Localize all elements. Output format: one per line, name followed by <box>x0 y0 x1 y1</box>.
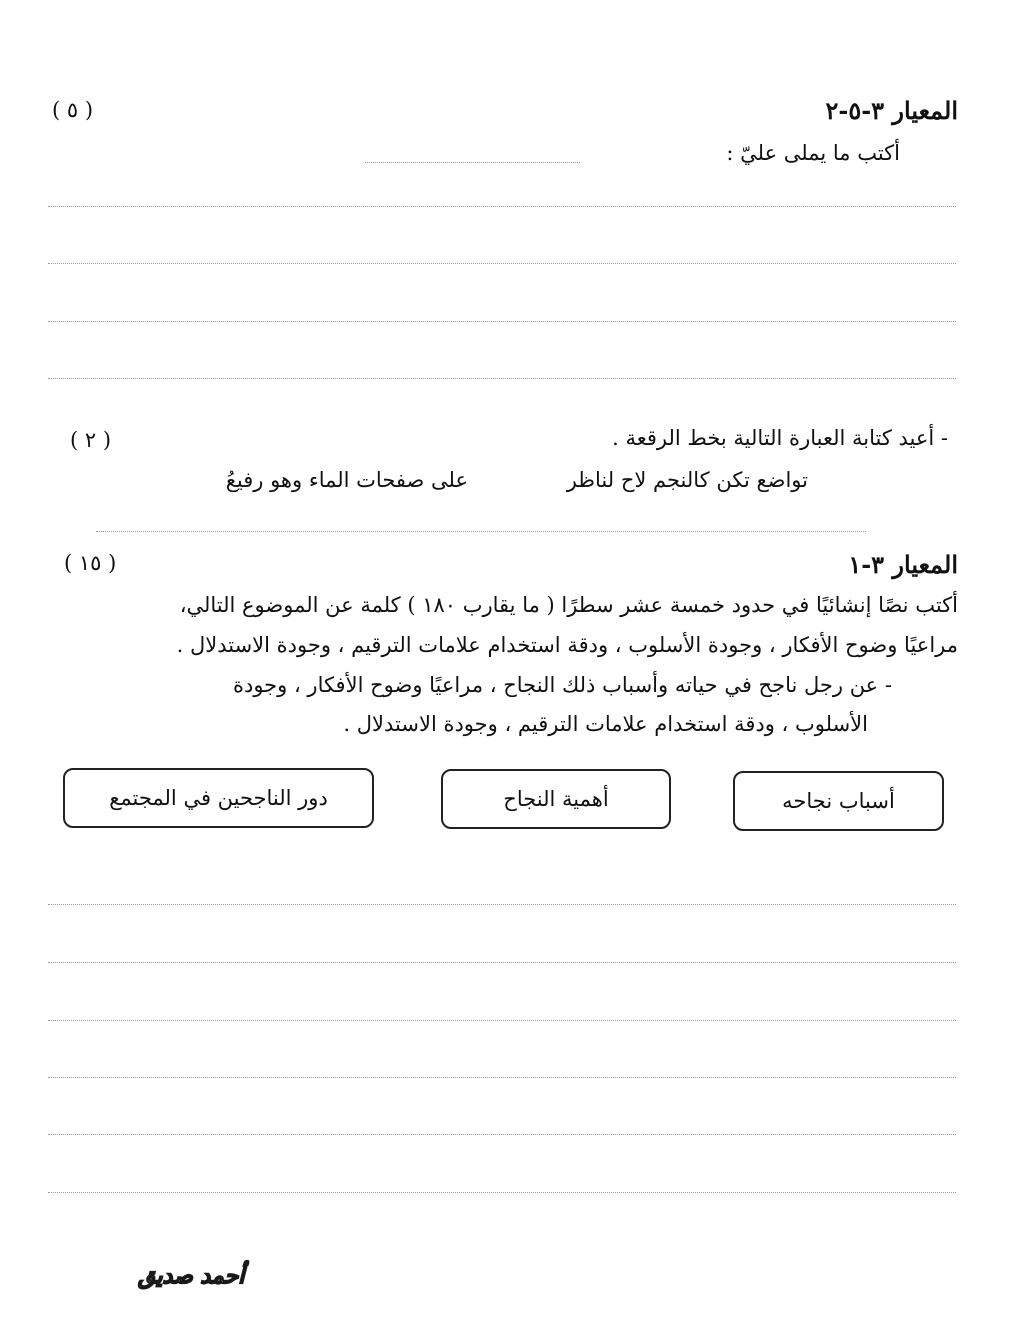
section3-heading: المعيار ٣-١ <box>848 550 958 579</box>
writing-line[interactable] <box>48 206 956 207</box>
essay-instruction-line1: أكتب نصًا إنشائيًا في حدود خمسة عشر سطرًا ( ما يقارب ١٨٠ ) كلمة عن الموضوع التالي، <box>179 593 958 617</box>
writing-line[interactable] <box>48 962 956 963</box>
section2-score: ( ٢ ) <box>70 428 112 452</box>
writing-line[interactable] <box>48 321 956 322</box>
writing-line[interactable] <box>48 378 956 379</box>
verse-second-hemistich: على صفحات الماء وهو رفيعُ <box>225 468 468 492</box>
dictation-short-line[interactable] <box>365 162 580 163</box>
essay-topic-line1: - عن رجل ناجح في حياته وأسباب ذلك النجاح ، مراعيًا وضوح الأفكار ، وجودة <box>232 673 892 697</box>
topic-box-reasons: أسباب نجاحه <box>733 771 944 831</box>
writing-line[interactable] <box>48 1077 956 1078</box>
writing-line[interactable] <box>48 1134 956 1135</box>
section1-score: ( ٥ ) <box>52 98 94 122</box>
writing-line[interactable] <box>48 904 956 905</box>
writing-line[interactable] <box>48 263 956 264</box>
rewrite-instruction: - أعيد كتابة العبارة التالية بخط الرقعة . <box>612 426 948 450</box>
dictation-instruction: أكتب ما يملى عليّ : <box>726 141 900 165</box>
section3-score: ( ١٥ ) <box>64 551 117 575</box>
essay-instruction-line2: مراعيًا وضوح الأفكار ، وجودة الأسلوب ، ودقة استخدام علامات الترقيم ، وجودة الاستدلال . <box>176 633 958 657</box>
essay-topic-line2: الأسلوب ، ودقة استخدام علامات الترقيم ، وجودة الاستدلال . <box>343 712 868 736</box>
topic-box-importance: أهمية النجاح <box>441 769 671 829</box>
topic-box-role: دور الناجحين في المجتمع <box>63 768 374 828</box>
rewrite-line[interactable] <box>96 531 866 532</box>
section1-heading: المعيار ٣-٥-٢ <box>825 96 958 125</box>
verse-first-hemistich: تواضع تكن كالنجم لاح لناظر <box>566 468 808 492</box>
author-signature: أحمد صديق <box>138 1263 245 1289</box>
writing-line[interactable] <box>48 1192 956 1193</box>
writing-line[interactable] <box>48 1020 956 1021</box>
